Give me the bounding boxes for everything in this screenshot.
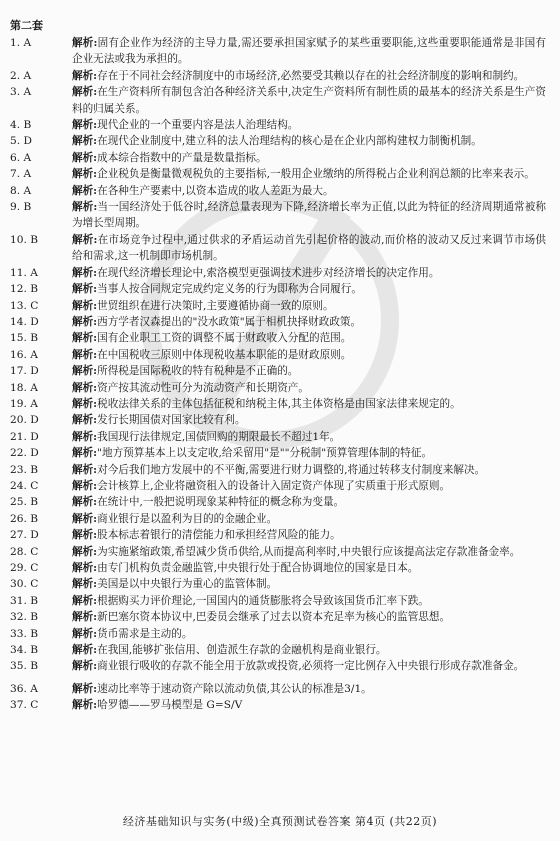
explanation-text: 税收法律关系的主体包括征税和纳税主体,其主体资格是由国家法律来规定的。 [97,397,461,410]
answer-item [10,380,546,396]
answer-number: 1. A [10,37,32,49]
answer-number: 24. C [10,479,39,492]
answer-item [10,626,546,642]
explanation-label: 解析: [72,545,98,558]
answer-item [10,593,546,609]
answer-item [10,511,546,527]
explanation-label: 解析: [72,332,98,345]
answer-explanation [72,412,546,428]
answer-item [10,429,546,445]
explanation-label: 解析: [72,266,98,279]
answer-item [10,478,546,494]
explanation-label: 解析: [72,699,98,712]
explanation-label: 解析: [72,430,98,443]
explanation-text: 资产按其流动性可分为流动资产和长期资产。 [97,381,309,394]
explanation-text: 对今后我们地方发展中的不平衡,需要进行财力调整的,将通过转移支付制度来解决。 [97,463,486,476]
explanation-text: 商业银行吸收的存款不能全用于放款或投资,必须将一定比例存入中央银行形成存款准备金。 [97,660,525,673]
explanation-text: 当事人按合同规定完成约定义务的行为即称为合同履行。 [97,283,362,296]
answer-number: 27. D [10,529,39,542]
answer-explanation [72,626,546,642]
answer-explanation [72,560,546,576]
answer-number: 28. C [10,545,39,558]
explanation-text: 发行长期国债对国家比较有利。 [97,414,246,427]
answer-explanation [72,150,546,166]
answer-explanation [72,697,546,713]
explanation-label: 解析: [72,414,98,427]
answer-explanation [72,363,546,379]
explanation-label: 解析: [72,381,98,394]
answer-item [10,265,546,281]
answer-explanation [72,199,546,232]
answer-explanation [72,314,546,330]
explanation-text: 为实施紧缩政策,希望减少货币供给,从而提高利率时,中央银行应该提高法定存款准备金率。 [97,545,521,558]
explanation-text: 存在于不同社会经济制度中的市场经济,必然要受其赖以存在的社会经济制度的影响和制约。 [97,69,525,82]
explanation-text: 现代企业的一个重要内容是法人治理结构。 [97,119,299,132]
answer-item [10,658,546,674]
section-title: 第二套 [10,19,43,32]
explanation-text: 在市场竞争过程中,通过供求的矛盾运动首先引起价格的波动,而价格的波动又反过来调节市场供给和需求,这一机制即市场机制。 [72,233,546,263]
answer-explanation [72,265,546,281]
answer-number: 2. A [10,69,32,82]
explanation-text: 哈罗德——罗马模型是 G=S/V [97,699,243,712]
answer-item [10,445,546,461]
answer-number: 18. A [10,381,38,394]
explanation-label: 解析: [72,37,98,49]
explanation-text: 商业银行是以盈利为目的的金融企业。 [97,512,278,525]
answer-number: 15. B [10,332,38,345]
explanation-label: 解析: [72,184,98,197]
explanation-text: 股本标志着银行的清偿能力和承担经营风险的能力。 [97,529,341,542]
answer-item [10,681,546,697]
answer-item [10,166,546,182]
explanation-text: 在统计中,一般把说明现象某种特征的概念称为变量。 [97,496,345,509]
explanation-label: 解析: [72,644,98,657]
answer-explanation [72,429,546,445]
answer-number: 12. B [10,283,38,296]
answer-explanation [72,166,546,182]
answer-number: 34. B [10,644,38,657]
explanation-text: 我国现行法律规定,国债回购的期限最长不超过1年。 [97,430,341,443]
answer-explanation [72,68,546,84]
explanation-text: "地方预算基本上以支定收,给采留用"是""分税制"预算管理体制的特征。 [97,447,433,460]
answer-number: 7. A [10,168,32,181]
answer-explanation [72,281,546,297]
answer-item [10,314,546,330]
explanation-label: 解析: [72,233,98,246]
answer-explanation [72,84,546,117]
answer-explanation [72,380,546,396]
answer-number: 31. B [10,594,38,607]
explanation-label: 解析: [72,201,98,214]
answer-item [10,396,546,412]
explanation-text: 国有企业职工工资的调整不属于财政收入分配的范围。 [97,332,352,345]
answer-number: 17. D [10,365,39,378]
explanation-label: 解析: [72,611,98,624]
answer-explanation [72,183,546,199]
answer-explanation [72,576,546,592]
page-footer: 经济基础知识与实务(中级)全真预测试卷答案 第4页 (共22页) [122,815,438,828]
explanation-label: 解析: [72,578,98,591]
explanation-text: 由专门机构负责金融监管,中央银行处于配合协调地位的国家是日本。 [97,562,419,574]
explanation-text: 在我国,能够扩张信用、创造派生存款的金融机构是商业银行。 [97,644,387,657]
explanation-text: 企业税负是衡量微观税负的主要指标,一般用企业缴纳的所得税占企业利润总额的比率来表示。 [97,168,535,181]
answer-number: 32. B [10,611,38,624]
answer-item [10,412,546,428]
answer-item [10,494,546,510]
answer-number: 23. B [10,463,38,476]
answer-item [10,68,546,84]
explanation-text: 在生产资料所有制包含泊各种经济关系中,决定生产资料所有制性质的最基本的经济关系是生产资料的归属关系。 [72,86,546,115]
explanation-label: 解析: [72,315,98,328]
answer-number: 4. B [10,119,32,132]
answer-number: 13. C [10,299,39,312]
answer-number: 36. A [10,682,38,695]
answer-explanation [72,609,546,625]
answer-number: 8. A [10,184,32,197]
answer-number: 20. D [10,414,39,427]
explanation-label: 解析: [72,660,98,673]
answer-number: 33. B [10,627,38,640]
answer-number: 25. B [10,496,38,509]
explanation-text: 成本综合指数中的产量是数量指标。 [97,151,267,164]
answer-explanation [72,593,546,609]
answer-explanation [72,396,546,412]
explanation-label: 解析: [72,627,98,640]
explanation-text: 在现代经济增长理论中,索洛模型更强调技术进步对经济增长的决定作用。 [97,266,440,279]
answer-item [10,183,546,199]
explanation-text: 西方学者汉森提出的"没水政策"属于相机抉择财政政策。 [97,315,362,328]
answer-explanation [72,117,546,133]
answer-item [10,35,546,68]
answer-number: 22. D [10,447,39,460]
explanation-text: 会计核算上,企业将融资租入的设备计入固定资产体现了实质重于形式原则。 [97,479,451,492]
answer-number: 26. B [10,512,38,525]
answer-number: 9. B [10,201,32,214]
answer-item [10,150,546,166]
answer-explanation [72,35,546,68]
answer-number: 35. B [10,660,38,673]
answer-item [10,527,546,543]
answer-item [10,363,546,379]
answer-explanation [72,658,546,674]
answer-item [10,642,546,658]
explanation-label: 解析: [72,283,98,296]
answer-explanation [72,462,546,478]
explanation-text: 货币需求是主动的。 [97,627,193,640]
answer-explanation [72,133,546,149]
answer-explanation [72,232,546,265]
explanation-label: 解析: [72,151,98,164]
answer-explanation [72,494,546,510]
explanation-label: 解析: [72,168,98,181]
answer-number: 6. A [10,151,32,164]
answer-item [10,298,546,314]
explanation-label: 解析: [72,119,98,132]
explanation-label: 解析: [72,348,98,361]
answer-item [10,347,546,363]
explanation-label: 解析: [72,512,98,525]
explanation-label: 解析: [72,397,98,410]
answer-item [10,609,546,625]
explanation-label: 解析: [72,69,98,82]
explanation-label: 解析: [72,594,98,607]
explanation-label: 解析: [72,682,98,695]
answer-item [10,544,546,560]
explanation-text: 固有企业作为经济的主导力量,需还要承担国家赋予的某些重要职能,这些重要职能通常是非国有企业无法或我为承担的。 [72,37,546,66]
explanation-label: 解析: [72,496,98,509]
answer-number: 19. A [10,397,38,410]
explanation-label: 解析: [72,365,98,378]
explanation-label: 解析: [72,529,98,542]
answer-explanation [72,298,546,314]
explanation-text: 新巴塞尔资本协议中,巴委员会继承了过去以资本充足率为核心的监管思想。 [97,611,451,624]
answer-explanation [72,330,546,346]
answer-number: 10. B [10,233,38,246]
explanation-text: 当一国经济处于低谷时,经济总量表现为下降,经济增长率为正值,以此为特征的经济周期通常被称为增长型周期。 [72,201,546,230]
explanation-text: 在现代企业制度中,建立科的法人治理结构的核心是在企业内部构建权力制衡机制。 [97,135,482,148]
answer-number: 29. C [10,562,39,574]
answer-number: 21. D [10,430,39,443]
answer-explanation [72,527,546,543]
answer-item [10,232,546,265]
explanation-label: 解析: [72,135,98,148]
answer-item [10,199,546,232]
answer-explanation [72,681,546,697]
answer-number: 14. D [10,315,39,328]
answer-item [10,576,546,592]
explanation-text: 世贸组织在进行决策时,主要遵循协商一致的原则。 [97,299,334,312]
answer-number: 5. D [10,135,32,148]
answer-explanation [72,347,546,363]
answer-item [10,84,546,117]
answer-item [10,117,546,133]
explanation-label: 解析: [72,86,98,99]
explanation-label: 解析: [72,479,98,492]
answer-number: 16. A [10,348,38,361]
answer-number: 30. C [10,578,39,591]
explanation-text: 根据购买力评价理论,一国国内的通货膨胀将会导致该国货币汇率下跌。 [97,594,429,607]
answer-item [10,281,546,297]
answer-explanation [72,511,546,527]
explanation-label: 解析: [72,299,98,312]
answer-explanation [72,544,546,560]
explanation-label: 解析: [72,463,98,476]
answer-number: 3. A [10,86,32,99]
answer-number: 37. C [10,699,39,712]
explanation-label: 解析: [72,562,98,574]
answer-number: 11. A [10,266,38,279]
answer-item [10,330,546,346]
answer-list [10,35,546,714]
explanation-text: 所得税是国际税收的特有税种是不正确的。 [97,365,299,378]
answer-item [10,133,546,149]
explanation-label: 解析: [72,447,98,460]
answer-explanation [72,445,546,461]
explanation-text: 在中国税收三原则中体现税收基本职能的是财政原则。 [97,348,352,361]
explanation-text: 速动比率等于速动资产除以流动负债,其公认的标准是3/1。 [97,682,372,695]
explanation-text: 美国是以中央银行为重心的监管体制。 [97,578,278,591]
explanation-text: 在各种生产要素中,以资本造成的收人差距为最大。 [97,184,334,197]
answer-explanation [72,478,546,494]
answer-item [10,560,546,576]
answer-item [10,697,546,713]
answer-explanation [72,642,546,658]
answer-item [10,462,546,478]
